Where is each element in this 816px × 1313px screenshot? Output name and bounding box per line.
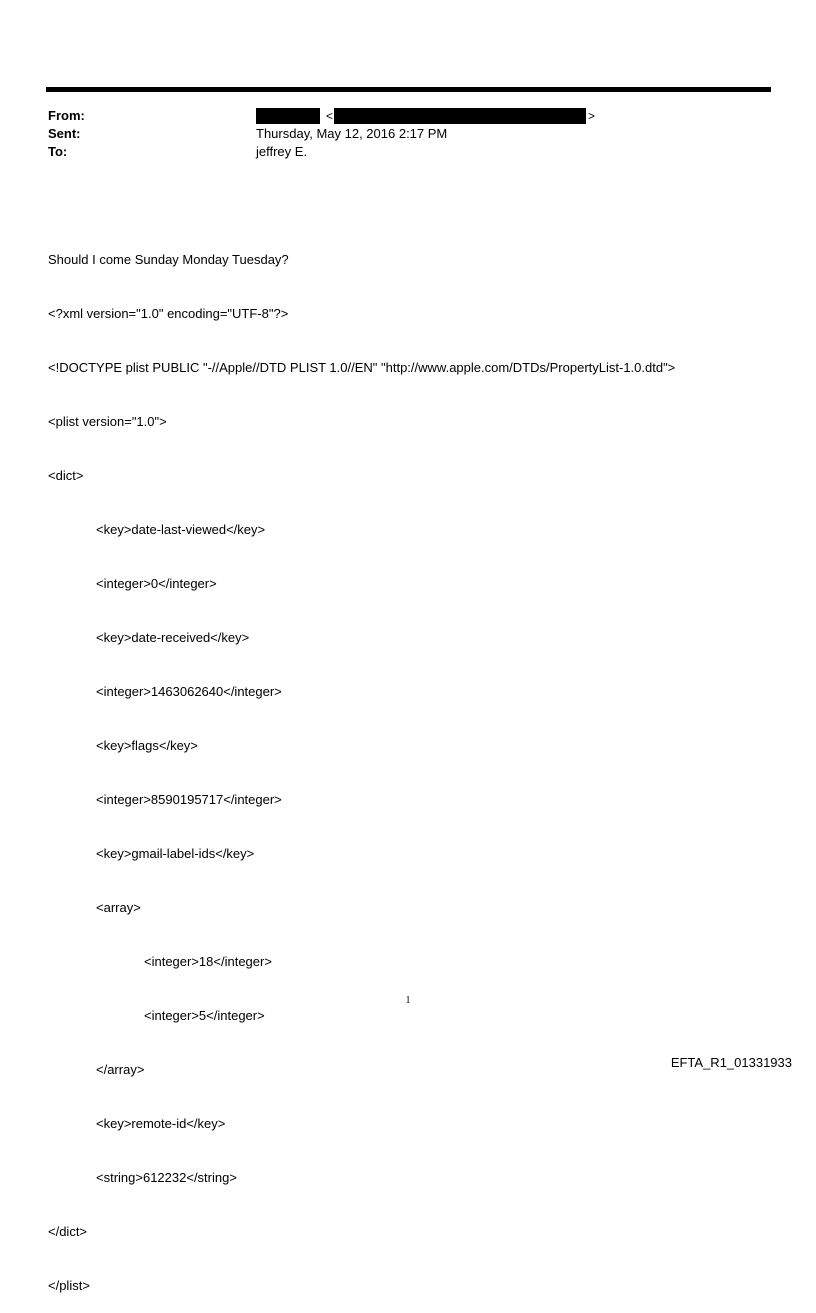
body-line: <dict> xyxy=(48,468,84,483)
bates-number: EFTA_R1_01331933 xyxy=(670,1055,792,1070)
body-line: <integer>8590195717</integer> xyxy=(96,792,282,807)
body-line: <integer>5</integer> xyxy=(144,1008,265,1023)
body-line: <key>date-received</key> xyxy=(96,630,250,645)
redacted-sender-email xyxy=(334,108,586,124)
body-line: Should I come Sunday Monday Tuesday? xyxy=(48,252,289,267)
body-line: </dict> xyxy=(48,1224,88,1239)
message-body xyxy=(48,215,675,1313)
page-number: 1 xyxy=(405,995,411,1006)
body-line: <plist version="1.0"> xyxy=(48,414,167,429)
body-line: <integer>1463062640</integer> xyxy=(96,684,282,699)
body-line: <!DOCTYPE plist PUBLIC "-//Apple//DTD PLIST 1.0//EN" "http://www.apple.com/DTDs/PropertyList-1.0.dtd"> xyxy=(48,360,676,375)
sent-label: Sent: xyxy=(48,126,81,141)
header-rule xyxy=(46,87,771,92)
body-line: <?xml version="1.0" encoding="UTF-8"?> xyxy=(48,306,289,321)
from-open-bracket: < xyxy=(326,109,334,123)
body-line: <key>gmail-label-ids</key> xyxy=(96,846,255,861)
body-line: <string>612232</string> xyxy=(96,1170,237,1185)
body-line: <key>flags</key> xyxy=(96,738,198,753)
body-line: <key>date-last-viewed</key> xyxy=(96,522,266,537)
body-line: </array> xyxy=(96,1062,145,1077)
from-label: From: xyxy=(48,108,85,123)
redacted-sender-name xyxy=(256,108,320,124)
body-line: <array> xyxy=(96,900,141,915)
from-close-bracket: > xyxy=(588,109,596,123)
body-line: </plist> xyxy=(48,1278,90,1293)
body-line: <integer>18</integer> xyxy=(144,954,272,969)
to-label: To: xyxy=(48,144,68,159)
body-line: <integer>0</integer> xyxy=(96,576,217,591)
to-value: jeffrey E. xyxy=(256,144,308,159)
sent-value: Thursday, May 12, 2016 2:17 PM xyxy=(256,126,448,141)
body-line: <key>remote-id</key> xyxy=(96,1116,226,1131)
